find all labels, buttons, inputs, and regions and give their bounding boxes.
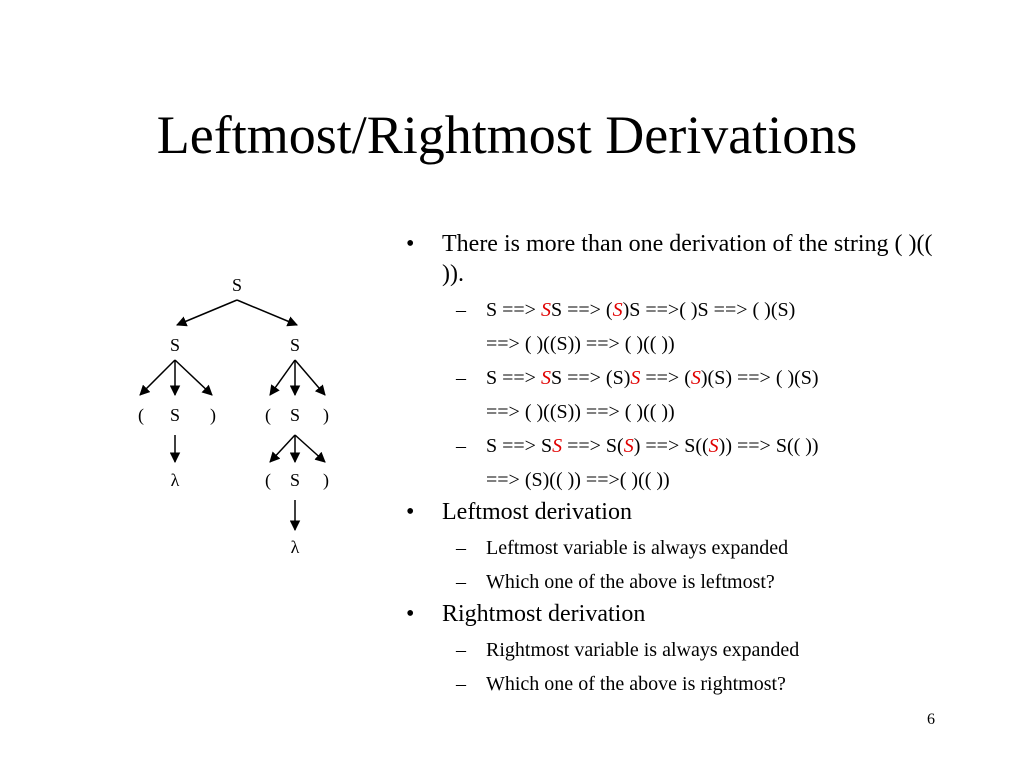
expanded-variable: S bbox=[552, 435, 563, 457]
page-number: 6 bbox=[927, 711, 935, 728]
derivation-text: S ==> ( bbox=[550, 299, 613, 321]
sub-bullet bbox=[406, 531, 946, 565]
bullet-item bbox=[406, 599, 946, 629]
tree-node-left-s: S bbox=[169, 335, 180, 355]
sub-bullet bbox=[406, 633, 946, 667]
tree-node-root: S bbox=[231, 275, 242, 295]
dash-mark: – bbox=[456, 435, 466, 457]
derivation-text: )(S) ==> ( )(S) bbox=[700, 367, 819, 389]
derivation-text: ==> ( bbox=[640, 367, 691, 389]
tree-node-deep-lambda: λ bbox=[290, 537, 300, 557]
sub-bullet bbox=[406, 667, 946, 701]
parse-tree bbox=[110, 265, 370, 575]
tree-node-deep-close: ) bbox=[323, 470, 329, 490]
dash-mark: – bbox=[456, 537, 466, 559]
expanded-variable: S bbox=[630, 367, 641, 389]
derivation-text: S ==> S bbox=[486, 435, 553, 457]
edge-root-right bbox=[237, 300, 297, 325]
dash-mark: – bbox=[456, 639, 466, 661]
edge-right-deep-close bbox=[295, 435, 325, 462]
tree-node-left-open: ( bbox=[138, 405, 144, 425]
tree-node-right-mid: S bbox=[289, 405, 300, 425]
edge-right-deep-open bbox=[270, 435, 295, 462]
tree-node-right-s: S bbox=[289, 335, 300, 355]
tree-node-left-close: ) bbox=[210, 405, 216, 425]
expanded-variable: S bbox=[690, 367, 701, 389]
derivation-text: S ==> bbox=[486, 367, 541, 389]
bullet-dot: • bbox=[406, 231, 415, 257]
derivation-text: )S ==>( )S ==> ( )(S) bbox=[622, 299, 796, 321]
bullet-item bbox=[406, 497, 946, 527]
bullet-text: Rightmost derivation bbox=[442, 601, 646, 627]
tree-node-left-lambda: λ bbox=[170, 470, 180, 490]
expanded-variable: S bbox=[612, 299, 623, 321]
expanded-variable: S bbox=[540, 299, 551, 321]
derivation-text: S ==> bbox=[486, 299, 541, 321]
dash-mark: – bbox=[456, 299, 466, 321]
sub-bullet-text: Rightmost variable is always expanded bbox=[486, 639, 800, 661]
dash-mark: – bbox=[456, 673, 466, 695]
derivation-text: ==> S( bbox=[562, 435, 624, 457]
edge-left-open bbox=[140, 360, 175, 395]
sub-bullet-derivation-3 bbox=[406, 429, 946, 463]
tree-node-deep-open: ( bbox=[265, 470, 271, 490]
sub-bullet-text: Leftmost variable is always expanded bbox=[486, 537, 789, 559]
expanded-variable: S bbox=[623, 435, 634, 457]
bullet-list bbox=[406, 229, 946, 701]
tree-node-left-mid: S bbox=[169, 405, 180, 425]
sub-bullet bbox=[406, 565, 946, 599]
derivation-text: S ==> (S) bbox=[550, 367, 631, 389]
slide-title: Leftmost/Rightmost Derivations bbox=[156, 105, 858, 165]
tree-node-deep-mid: S bbox=[289, 470, 300, 490]
derivation-continuation: ==> ( )((S)) ==> ( )(( )) bbox=[486, 333, 675, 355]
expanded-variable: S bbox=[708, 435, 719, 457]
derivation-text: )) ==> S(( )) bbox=[718, 435, 819, 457]
edge-root-left bbox=[177, 300, 237, 325]
tree-node-right-close: ) bbox=[323, 405, 329, 425]
sub-bullet-text: Which one of the above is leftmost? bbox=[486, 571, 775, 593]
dash-mark: – bbox=[456, 571, 466, 593]
tree-node-right-open: ( bbox=[265, 405, 271, 425]
dash-mark: – bbox=[456, 367, 466, 389]
derivation-continuation: ==> (S)(( )) ==>( )(( )) bbox=[486, 469, 670, 491]
derivation-text: ) ==> S(( bbox=[633, 435, 709, 457]
sub-bullet-derivation-1 bbox=[406, 293, 946, 327]
bullet-item bbox=[406, 229, 946, 289]
derivation-continuation: ==> ( )((S)) ==> ( )(( )) bbox=[486, 401, 675, 423]
edge-right-close bbox=[295, 360, 325, 395]
bullet-text: Leftmost derivation bbox=[442, 499, 632, 525]
bullet-text: There is more than one derivation of the string ( )(( )). bbox=[442, 231, 933, 287]
bullet-dot: • bbox=[406, 601, 415, 627]
expanded-variable: S bbox=[540, 367, 551, 389]
bullet-dot: • bbox=[406, 499, 415, 525]
sub-bullet-text: Which one of the above is rightmost? bbox=[486, 673, 786, 695]
sub-bullet-derivation-2 bbox=[406, 361, 946, 395]
edge-left-close bbox=[175, 360, 212, 395]
edge-right-open bbox=[270, 360, 295, 395]
